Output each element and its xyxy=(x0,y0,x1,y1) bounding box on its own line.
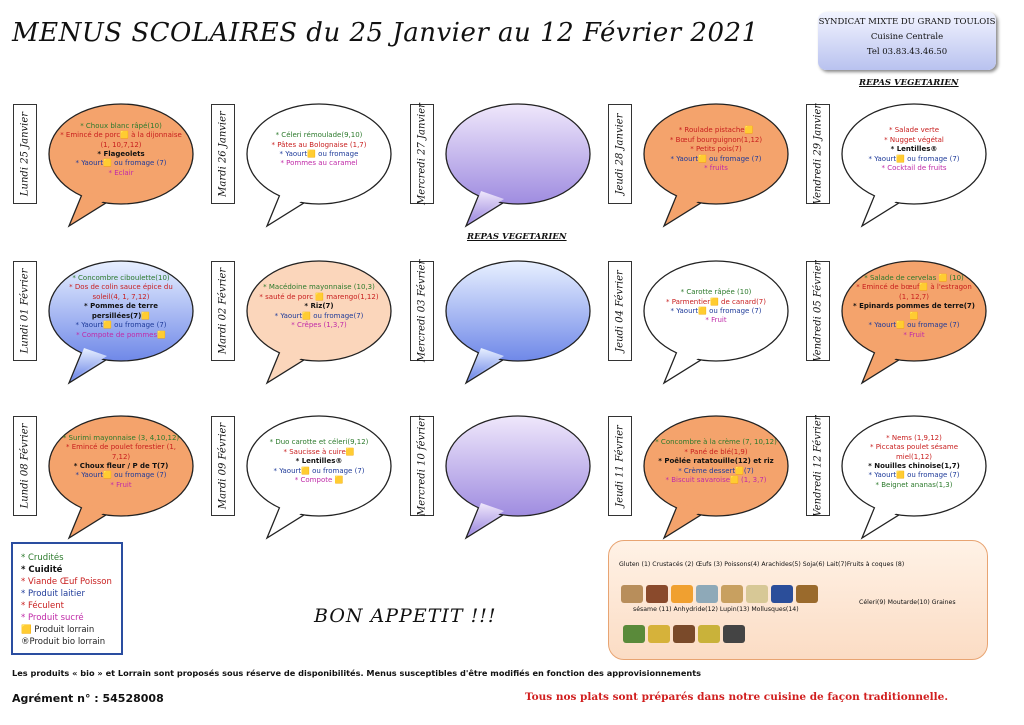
allergen-images-2 xyxy=(623,625,745,643)
nuts-image xyxy=(796,585,818,603)
traditional-note: Tous nos plats sont préparés dans notre cuisine de façon traditionnelle. xyxy=(525,691,948,703)
menu-item: * Piccatas poulet sésame miel(1,12) xyxy=(869,443,959,461)
menu-item: * Choux fleur / P de T(7) xyxy=(73,462,169,470)
menu-bubble xyxy=(45,410,197,518)
menu-item: * Lentilles® xyxy=(295,457,343,466)
syndicat-box xyxy=(818,12,996,70)
legend-box xyxy=(11,542,123,655)
day-label-text: Mardi 02 Février xyxy=(217,267,229,355)
menu-item: * Salade verte xyxy=(888,126,940,135)
menu-bubble xyxy=(838,410,990,518)
day-label-text: Jeudi 04 Février xyxy=(614,270,626,352)
menu-item: * Carotte râpée (10) xyxy=(680,288,752,297)
menu-item: * Compote 🟨 xyxy=(294,476,344,485)
day-label-text: Vendredi 29 Janvier xyxy=(812,103,824,205)
menu-item: * Flageolets xyxy=(97,150,145,158)
day-label xyxy=(806,261,830,361)
menu-bubble xyxy=(45,255,197,363)
day-label-text: Lundi 25 Janvier xyxy=(19,111,31,197)
menu-item: * Yaourt🟨 ou fromage (7) xyxy=(75,471,167,480)
menu-item: * Concombre ciboulette(10) xyxy=(72,273,170,282)
availability-note: Les produits « bio » et Lorrain sont proposés sous réserve de disponibilités. Menus susceptibles d'être modifiés en fonction des approvisionnements xyxy=(12,668,701,678)
menu-bubble xyxy=(442,255,594,363)
menu-items xyxy=(59,410,183,514)
soy-image xyxy=(746,585,768,603)
day-label xyxy=(13,261,37,361)
legend-item: 🟨 Produit lorrain xyxy=(21,625,95,635)
menu-item: * Salade de cervelas 🟨 (10) xyxy=(864,273,964,282)
menu-bubble xyxy=(640,255,792,363)
menu-bubble xyxy=(442,98,594,206)
page-title: MENUS SCOLAIRES du 25 Janvier au 12 Février 2021 xyxy=(12,18,759,48)
menu-item: * Petits pois(7) xyxy=(690,145,742,154)
menu-item: * Fruit xyxy=(903,330,925,339)
menu-bubble xyxy=(640,98,792,206)
day-label xyxy=(806,416,830,516)
menu-item: * Yaourt🟨 ou fromage (7) xyxy=(868,321,960,330)
menu-item: * Macédoine mayonnaise (10,3) xyxy=(263,283,375,292)
menu-item: * Crème dessert🟨(7) xyxy=(678,466,754,475)
allergen-row-3: Céleri(9) Moutarde(10) Graines xyxy=(859,599,956,606)
menu-item: * Eclair xyxy=(108,168,134,177)
menu-item: * Choux blanc râpé(10) xyxy=(80,121,162,130)
day-label-text: Mercredi 10 février xyxy=(416,416,428,516)
legend-item: * Produit laitier xyxy=(21,589,85,599)
day-label xyxy=(410,104,434,204)
day-label-text: Vendredi 05 Février xyxy=(812,260,824,362)
day-label-text: Jeudi 11 Février xyxy=(614,425,626,507)
menu-item: * Yaourt🟨 ou fromage (7) xyxy=(273,466,365,475)
menu-items xyxy=(456,255,580,359)
menu-item: * Epinards pommes de terre(7)🟨 xyxy=(852,302,976,320)
menu-bubble xyxy=(243,255,395,363)
day-label xyxy=(410,416,434,516)
menu-item: * Beignet ananas(1,3) xyxy=(875,480,953,489)
menu-item: * Crêpes (1,3,7) xyxy=(291,321,347,330)
day-label xyxy=(211,416,235,516)
day-label xyxy=(211,104,235,204)
menu-item: * Yaourt🟨 ou fromage (7) xyxy=(868,471,960,480)
menu-item: * Parmentier🟨 de canard(7) xyxy=(665,297,766,306)
eggs-image xyxy=(671,585,693,603)
syndicat-phone: Tel 03.83.43.46.50 xyxy=(866,47,948,57)
crustaceans-image xyxy=(646,585,668,603)
menu-bubble xyxy=(640,410,792,518)
day-label-text: Jeudi 28 Janvier xyxy=(614,113,626,195)
menu-item: * Céleri rémoulade(9,10) xyxy=(275,131,363,140)
day-label xyxy=(608,416,632,516)
menu-item: * Nugget végétal xyxy=(884,135,944,144)
menu-items xyxy=(456,410,580,514)
menu-item: * Fruit xyxy=(705,316,727,325)
fish-image xyxy=(696,585,718,603)
menu-item: * Yaourt🟨 ou fromage xyxy=(279,150,359,158)
menu-item: * Yaourt🟨 ou fromage(7) xyxy=(274,311,364,320)
peanuts-image xyxy=(721,585,743,603)
menu-items xyxy=(59,98,183,202)
menu-item: * Bœuf bourguignon(1,12) xyxy=(669,135,763,144)
menu-items xyxy=(852,98,976,202)
menu-bubble xyxy=(45,98,197,206)
celery-image xyxy=(623,625,645,643)
menu-item: * Biscuit savaroise🟨 (1, 3,7) xyxy=(665,476,767,485)
menu-item: * Pommes au caramel xyxy=(280,159,358,168)
allergen-row-1: Gluten (1) Crustacés (2) Œufs (3) Poissons(4) Arachides(5) Soja(6) Lait(7)Fruits à coques (8) xyxy=(619,561,905,568)
day-label xyxy=(410,261,434,361)
menu-items xyxy=(654,98,778,202)
menu-items xyxy=(852,410,976,514)
menu-item: * fruits xyxy=(704,164,728,173)
allergen-row-2: sésame (11) Anhydride(12) Lupin(13) Mollusques(14) xyxy=(633,606,799,613)
day-label-text: Lundi 01 Février xyxy=(19,268,31,354)
menu-bubble xyxy=(838,98,990,206)
menu-item: * Pâtes au Bolognaise (1,7) xyxy=(271,140,367,149)
menu-item: * Nems (1,9,12) xyxy=(886,433,942,442)
day-label-text: Mercredi 27 Janvier xyxy=(416,103,428,205)
menu-item: * Yaourt🟨 ou fromage (7) xyxy=(868,154,960,163)
menu-item: * Nouilles chinoise(1,7) xyxy=(868,462,960,470)
legend-item: ®Produit bio lorrain xyxy=(21,637,106,647)
repas-vegetarien-label: REPAS VEGETARIEN xyxy=(467,232,567,242)
day-label-text: Lundi 08 Février xyxy=(19,423,31,509)
menu-items xyxy=(257,410,381,514)
menu-item: * Yaourt🟨 ou fromage (7) xyxy=(670,307,762,315)
menu-item: * Pommes de terre persillées(7)🟨 xyxy=(84,302,158,320)
menu-item: * Fruit xyxy=(110,480,132,489)
day-label-text: Vendredi 12 Février xyxy=(812,415,824,517)
menu-item: * Cocktail de fruits xyxy=(881,164,947,173)
menu-item: * Lentilles® xyxy=(890,145,938,154)
day-label-text: Mardi 09 Février xyxy=(217,422,229,510)
menu-item: * sauté de porc 🟨 marengo(1,12) xyxy=(259,292,379,301)
day-label-text: Mercredi 03 Février xyxy=(416,259,428,363)
day-label xyxy=(13,104,37,204)
milk-image xyxy=(771,585,793,603)
menu-items xyxy=(59,255,183,359)
gluten-image xyxy=(621,585,643,603)
mustard-image xyxy=(648,625,670,643)
menu-item: * Yaourt🟨 ou fromage (7) xyxy=(75,321,167,330)
day-label xyxy=(211,261,235,361)
menu-items xyxy=(852,255,976,359)
menu-item: * Poêlée ratatouille(12) et riz xyxy=(658,457,774,466)
menu-bubble xyxy=(243,98,395,206)
menu-item: * Surimi mayonnaise (3, 4,10,12) xyxy=(62,433,180,442)
legend-item: * Cuidité xyxy=(21,565,63,575)
menu-items xyxy=(257,255,381,359)
seeds-image xyxy=(673,625,695,643)
menu-items xyxy=(654,255,778,359)
day-label xyxy=(608,261,632,361)
menu-item: * Yaourt🟨 ou fromage (7) xyxy=(75,159,167,168)
sesame-image xyxy=(698,625,720,643)
menu-item: * Dos de colin sauce épice du soleil(4, 1, 7,12) xyxy=(69,283,173,301)
menu-item: * Saucisse à cuire🟨 xyxy=(283,447,355,456)
menu-item: * Yaourt🟨 ou fromage (7) xyxy=(670,154,762,163)
menu-item: * Riz(7) xyxy=(304,302,334,311)
menu-item: * Roulade pistache🟨 xyxy=(678,126,754,135)
legend-item: * Viande Œuf Poisson xyxy=(21,577,112,587)
menu-item: * Emincé de poulet forestier (1, 7,12) xyxy=(65,443,177,461)
menu-bubble xyxy=(442,410,594,518)
allergen-images xyxy=(621,585,818,603)
menu-bubble xyxy=(243,410,395,518)
menu-items xyxy=(456,98,580,202)
day-label xyxy=(806,104,830,204)
legend-item: * Féculent xyxy=(21,601,64,611)
day-label-text: Mardi 26 Janvier xyxy=(217,111,229,197)
menu-item: * Emincé de porc🟨 à la dijonnaise (1, 10,7,12) xyxy=(60,131,182,149)
menu-bubble xyxy=(838,255,990,363)
agrement-number: Agrément n° : 54528008 xyxy=(12,692,164,705)
legend-item: * Crudités xyxy=(21,553,64,563)
allergen-box xyxy=(608,540,988,660)
menu-item: * Concombre à la crème (7, 10,12) xyxy=(655,438,777,447)
repas-vegetarien-label: REPAS VEGETARIEN xyxy=(859,78,959,88)
menu-item: * Compote de pommes🟨 xyxy=(76,330,166,339)
menu-item: * Duo carotte et céleri(9,12) xyxy=(269,438,369,447)
day-label xyxy=(13,416,37,516)
syndicat-name: SYNDICAT MIXTE DU GRAND TOULOIS xyxy=(818,17,996,27)
molluscs-image xyxy=(723,625,745,643)
menu-items xyxy=(257,98,381,202)
legend-item: * Produit sucré xyxy=(21,613,84,623)
syndicat-kitchen: Cuisine Centrale xyxy=(870,32,944,42)
bon-appetit: BON APPETIT !!! xyxy=(314,605,497,627)
menu-items xyxy=(654,410,778,514)
menu-item: * Emincé de bœuf🟨 à l'estragon (1, 12,7) xyxy=(856,283,972,301)
menu-item: * Pané de blé(1,9) xyxy=(684,447,748,456)
day-label xyxy=(608,104,632,204)
